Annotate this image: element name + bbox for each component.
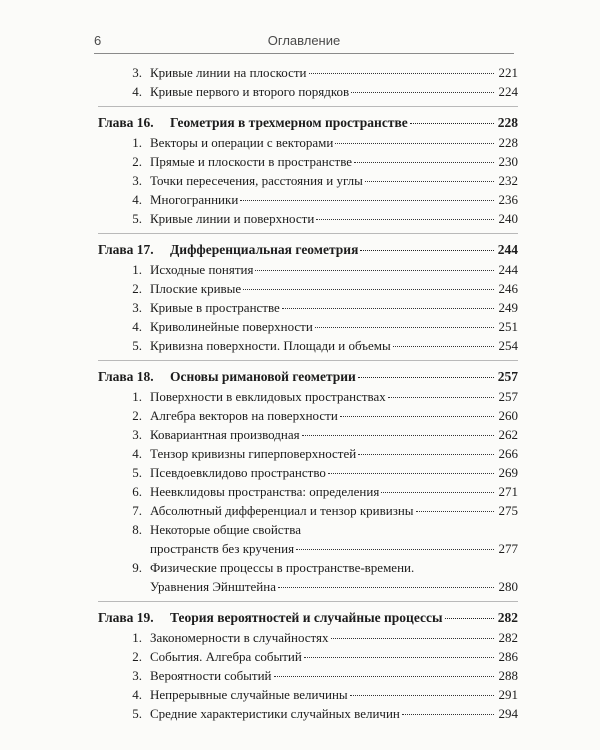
toc-item[interactable]	[98, 279, 518, 298]
item-title: Исходные понятия	[150, 262, 254, 277]
item-title: Средние характеристики случайных величин	[150, 706, 400, 721]
toc-item[interactable]	[98, 317, 518, 336]
chapter-separator	[98, 360, 518, 361]
toc-item[interactable]	[98, 152, 518, 171]
chapter-separator	[98, 601, 518, 602]
toc-item[interactable]	[98, 647, 518, 666]
item-title-line1: Некоторые общие свойства	[150, 522, 301, 537]
item-title: Абсолютный дифференциал и тензор кривизны	[150, 503, 414, 518]
item-title-line2: Уравнения Эйнштейна	[150, 579, 276, 594]
item-title: Алгебра векторов на поверхности	[150, 408, 338, 423]
dot-leader	[358, 454, 494, 455]
toc-item[interactable]	[98, 260, 518, 279]
dot-leader	[255, 270, 494, 271]
dot-leader	[350, 695, 494, 696]
dot-leader	[393, 346, 494, 347]
item-number: 2.	[132, 281, 142, 296]
toc-item[interactable]	[98, 298, 518, 317]
dot-leader	[274, 676, 494, 677]
toc-item[interactable]	[98, 463, 518, 482]
item-title: Криволинейные поверхности	[150, 319, 313, 334]
toc-item[interactable]	[98, 387, 518, 406]
chapter-heading-19[interactable]	[98, 608, 518, 628]
item-page: 240	[498, 211, 518, 226]
toc-item[interactable]	[98, 63, 518, 82]
chapter-heading-18[interactable]	[98, 367, 518, 387]
item-title-line1: Физические процессы в пространстве-времени.	[150, 560, 415, 575]
chapter-page: 228	[497, 115, 518, 130]
running-head	[94, 33, 514, 53]
toc-item-line2	[98, 577, 518, 596]
item-number: 3.	[132, 65, 142, 80]
item-title: Кривые линии и поверхности	[150, 211, 315, 226]
item-page: 249	[498, 300, 518, 315]
item-title: Прямые и плоскости в пространстве	[150, 154, 353, 169]
toc-item[interactable]	[98, 190, 518, 209]
dot-leader	[243, 289, 494, 290]
chapter-label: Глава 16.	[98, 115, 154, 130]
item-page: 251	[498, 319, 518, 334]
item-number: 4.	[132, 446, 142, 461]
toc-item-line2	[98, 539, 518, 558]
item-title: Многогранники	[150, 192, 239, 207]
item-page: 236	[498, 192, 518, 207]
toc-item[interactable]	[98, 82, 518, 101]
item-page: 262	[498, 427, 518, 442]
dot-leader	[315, 327, 494, 328]
chapter-label: Глава 17.	[98, 242, 154, 257]
toc-item[interactable]	[98, 133, 518, 152]
toc-item[interactable]	[98, 425, 518, 444]
item-page: 224	[498, 84, 518, 99]
toc-item[interactable]	[98, 209, 518, 228]
item-page: 286	[498, 649, 518, 664]
item-title: Кривизна поверхности. Площади и объемы	[150, 338, 391, 353]
toc-item[interactable]	[98, 501, 518, 520]
chapter-heading-16[interactable]	[98, 113, 518, 133]
toc-item-multiline[interactable]	[98, 520, 518, 558]
header-rule	[94, 53, 514, 54]
dot-leader	[278, 587, 494, 588]
item-number: 6.	[132, 484, 142, 499]
chapter-title: Основы римановой геометрии	[170, 369, 356, 384]
dot-leader	[365, 181, 494, 182]
dot-leader	[445, 618, 494, 619]
dot-leader	[296, 549, 494, 550]
item-page: 232	[498, 173, 518, 188]
dot-leader	[328, 473, 494, 474]
item-title: События. Алгебра событий	[150, 649, 302, 664]
dot-leader	[331, 638, 494, 639]
item-title: Ковариантная производная	[150, 427, 300, 442]
item-number: 7.	[132, 503, 142, 518]
dot-leader	[351, 92, 494, 93]
item-number: 5.	[132, 706, 142, 721]
toc-item[interactable]	[98, 666, 518, 685]
item-title: Закономерности в случайностях	[150, 630, 329, 645]
dot-leader	[388, 397, 494, 398]
item-page: 230	[498, 154, 518, 169]
item-title: Кривые линии на плоскости	[150, 65, 307, 80]
item-number: 4.	[132, 319, 142, 334]
item-page: 269	[498, 465, 518, 480]
dot-leader	[240, 200, 494, 201]
item-page: 277	[498, 541, 518, 556]
toc-item[interactable]	[98, 406, 518, 425]
chapter-title: Дифференциальная геометрия	[170, 242, 359, 257]
chapter-separator	[98, 233, 518, 234]
item-number: 1.	[132, 389, 142, 404]
item-page: 244	[498, 262, 518, 277]
item-title: Непрерывные случайные величины	[150, 687, 348, 702]
chapter-label: Глава 18.	[98, 369, 154, 384]
item-title: Вероятности событий	[150, 668, 272, 683]
dot-leader	[304, 657, 494, 658]
dot-leader	[402, 714, 494, 715]
item-number: 3.	[132, 173, 142, 188]
item-number: 8.	[132, 522, 142, 537]
chapter-page: 257	[497, 369, 518, 384]
chapter-page: 244	[497, 242, 518, 257]
item-title: Точки пересечения, расстояния и углы	[150, 173, 363, 188]
dot-leader	[316, 219, 494, 220]
chapter-page: 282	[497, 610, 518, 625]
toc-item[interactable]	[98, 704, 518, 723]
item-title-line2: пространств без кручения	[150, 541, 295, 556]
item-number: 2.	[132, 408, 142, 423]
item-title: Псевдоевклидово пространство	[150, 465, 326, 480]
dot-leader	[360, 250, 494, 251]
item-page: 254	[498, 338, 518, 353]
chapter-separator	[98, 106, 518, 107]
item-title: Тензор кривизны гиперповерхностей	[150, 446, 357, 461]
dot-leader	[381, 492, 494, 493]
item-page: 288	[498, 668, 518, 683]
item-number: 5.	[132, 465, 142, 480]
toc-item[interactable]	[98, 482, 518, 501]
dot-leader	[416, 511, 494, 512]
item-page: 266	[498, 446, 518, 461]
dot-leader	[340, 416, 494, 417]
dot-leader	[354, 162, 494, 163]
item-number: 1.	[132, 262, 142, 277]
item-title: Кривые в пространстве	[150, 300, 280, 315]
chapter-title: Геометрия в трехмерном пространстве	[170, 115, 408, 130]
item-number: 3.	[132, 427, 142, 442]
dot-leader	[358, 377, 494, 378]
item-number: 1.	[132, 135, 142, 150]
chapter-title: Теория вероятностей и случайные процессы	[170, 610, 443, 625]
toc-item-line1	[98, 558, 518, 577]
item-title: Векторы и операции с векторами	[150, 135, 334, 150]
dot-leader	[309, 73, 495, 74]
item-number: 3.	[132, 300, 142, 315]
item-number: 5.	[132, 211, 142, 226]
dot-leader	[410, 123, 494, 124]
chapter-heading-17[interactable]	[98, 240, 518, 260]
item-page: 280	[498, 579, 518, 594]
item-number: 9.	[132, 560, 142, 575]
toc-item-line1	[98, 520, 518, 539]
toc-item[interactable]	[98, 444, 518, 463]
item-number: 4.	[132, 84, 142, 99]
item-page: 275	[498, 503, 518, 518]
item-title: Поверхности в евклидовых пространствах	[150, 389, 386, 404]
item-page: 257	[498, 389, 518, 404]
item-number: 1.	[132, 630, 142, 645]
item-page: 271	[498, 484, 518, 499]
item-page: 282	[498, 630, 518, 645]
table-of-contents	[98, 63, 518, 723]
toc-item[interactable]	[98, 336, 518, 355]
item-page: 260	[498, 408, 518, 423]
toc-item[interactable]	[98, 628, 518, 647]
item-title: Неевклидовы пространства: определения	[150, 484, 380, 499]
item-page: 228	[498, 135, 518, 150]
dot-leader	[302, 435, 494, 436]
section-title: Оглавление	[267, 33, 341, 48]
item-number: 4.	[132, 687, 142, 702]
item-page: 291	[498, 687, 518, 702]
toc-item[interactable]	[98, 685, 518, 704]
item-number: 2.	[132, 649, 142, 664]
item-number: 2.	[132, 154, 142, 169]
item-page: 221	[498, 65, 518, 80]
page-number: 6	[94, 33, 102, 48]
item-title: Плоские кривые	[150, 281, 242, 296]
toc-item[interactable]	[98, 171, 518, 190]
chapter-label: Глава 19.	[98, 610, 154, 625]
item-number: 4.	[132, 192, 142, 207]
item-number: 5.	[132, 338, 142, 353]
item-title: Кривые первого и второго порядков	[150, 84, 350, 99]
item-number: 3.	[132, 668, 142, 683]
toc-item-multiline[interactable]	[98, 558, 518, 596]
item-page: 246	[498, 281, 518, 296]
dot-leader	[282, 308, 494, 309]
dot-leader	[335, 143, 494, 144]
item-page: 294	[498, 706, 518, 721]
